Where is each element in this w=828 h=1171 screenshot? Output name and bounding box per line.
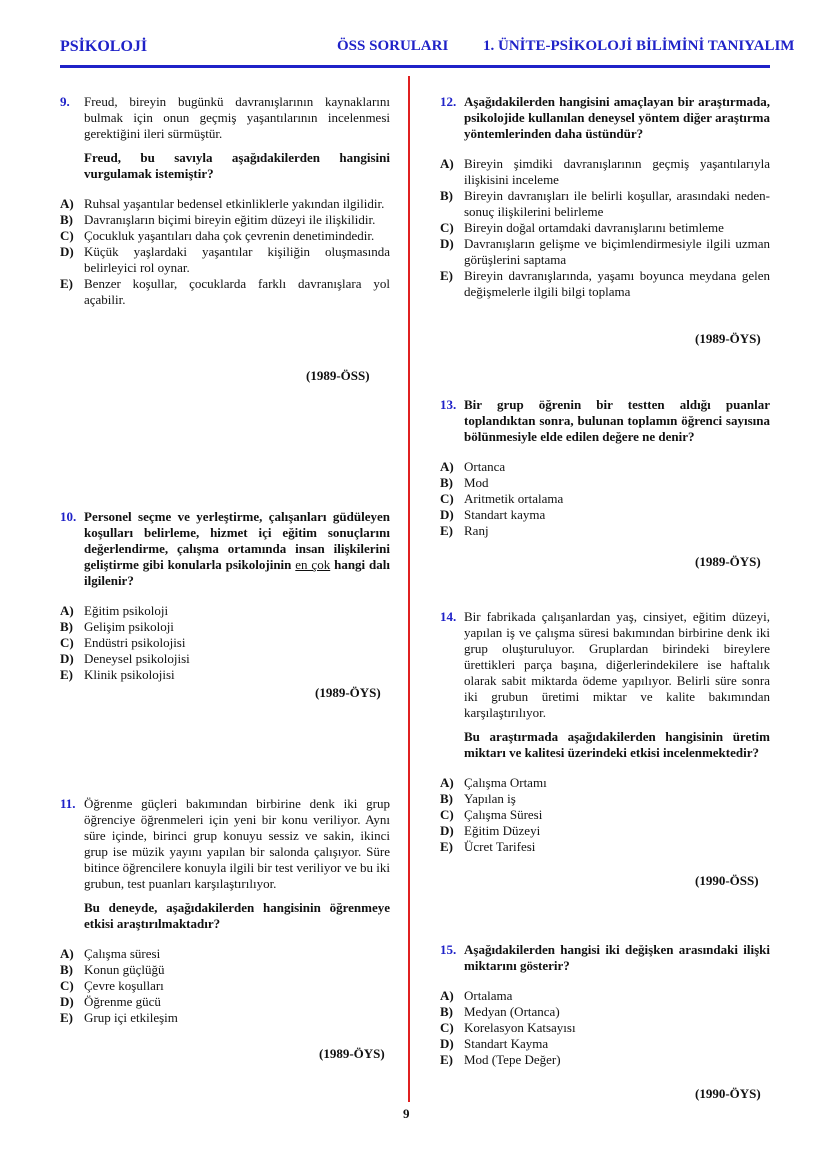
option-text: Çalışma süresi xyxy=(84,946,161,961)
option-letter: D) xyxy=(60,651,74,666)
option-letter: D) xyxy=(440,507,454,522)
question-number: 9. xyxy=(60,94,70,109)
option-letter: D) xyxy=(440,1036,454,1051)
option-d[interactable] xyxy=(440,823,770,839)
question-text: Bir fabrikada çalışanlardan yaş, cinsiyet, eğitim düzeyi, yapılan iş ve çalışma süresi bakımından birbirine denk iki grup oluşturuluyor. Gruplardan birindeki bireylere ürettikleri parça başına, diğerlerindekilere ise haftalık olarak sabit miktarda ödeme yapılıyor. Belirli süre sonra iki grubun üretimi miktar ve kalite bakımından karşılaştırılıyor. xyxy=(464,609,770,720)
section-title: ÖSS SORULARI xyxy=(337,38,449,54)
option-letter: E) xyxy=(440,839,453,854)
option-text: Klinik psikolojisi xyxy=(84,667,175,682)
column-divider xyxy=(408,76,410,1102)
option-a[interactable] xyxy=(60,946,390,962)
option-text: Ücret Tarifesi xyxy=(464,839,536,854)
option-text: Davranışların biçimi bireyin eğitim düzeyi ile ilişkilidir. xyxy=(84,212,376,227)
option-letter: C) xyxy=(60,228,74,243)
option-text: Aritmetik ortalama xyxy=(464,491,564,506)
option-letter: E) xyxy=(440,268,453,283)
option-letter: E) xyxy=(60,276,73,291)
option-b[interactable] xyxy=(60,212,390,228)
option-text: Ortanca xyxy=(464,459,506,474)
option-e[interactable] xyxy=(60,1010,390,1026)
option-text: Mod (Tepe Değer) xyxy=(464,1052,561,1067)
option-text: Eğitim psikoloji xyxy=(84,603,169,618)
question-13 xyxy=(440,397,770,539)
option-text: Davranışların gelişme ve biçimlendirmesiyle ilgili uzman görüşlerini saptama xyxy=(464,236,770,267)
option-text: Standart kayma xyxy=(464,507,546,522)
question-stem: Freud, bu savıyla aşağıdakilerden hangisini vurgulamak istemiştir? xyxy=(84,150,390,181)
question-9 xyxy=(60,94,390,308)
option-letter: B) xyxy=(440,791,453,806)
option-d[interactable] xyxy=(440,1036,770,1052)
question-number: 15. xyxy=(440,942,457,957)
option-text: Medyan (Ortanca) xyxy=(464,1004,560,1019)
option-letter: D) xyxy=(440,236,454,251)
question-10 xyxy=(60,509,390,683)
option-text: Öğrenme gücü xyxy=(84,994,161,1009)
option-letter: C) xyxy=(440,491,454,506)
subject-title: PSİKOLOJİ xyxy=(60,38,148,55)
option-e[interactable] xyxy=(440,839,770,855)
option-text: Bireyin davranışları ile belirli koşullar, arasındaki neden-sonuç ilişkilerini belirleme xyxy=(464,188,770,219)
option-c[interactable] xyxy=(440,807,770,823)
option-d[interactable] xyxy=(60,994,390,1010)
option-letter: A) xyxy=(440,459,454,474)
question-source: (1989-ÖSS) xyxy=(306,368,370,383)
option-e[interactable] xyxy=(440,523,770,539)
option-letter: B) xyxy=(440,188,453,203)
question-number: 14. xyxy=(440,609,457,624)
option-letter: B) xyxy=(60,619,73,634)
option-a[interactable] xyxy=(440,459,770,475)
option-text: Yapılan iş xyxy=(464,791,516,806)
question-text: Öğrenme güçleri bakımından birbirine denk iki grup öğrenciye öğrenmeleri için yeni bir konu veriliyor. Aynı süre içinde, birinci grup konuyu sessiz ve sakin, ikinci grup ise müzik yayını yapılan bir salonda çalışıyor. Süre bitince öğrencilere konuyla ilgili bir test veriliyor ve bu iki grubun, test puanları karşılaştırılıyor. xyxy=(84,796,390,891)
question-number: 10. xyxy=(60,509,77,524)
option-text: Bireyin şimdiki davranışlarının geçmiş yaşantılarıyla ilişkisini inceleme xyxy=(464,156,770,187)
option-text: Bireyin davranışlarında, yaşamı boyunca meydana gelen değişmelerle ilgili bilgi toplama xyxy=(464,268,770,299)
option-letter: A) xyxy=(440,775,454,790)
question-text: Freud, bireyin bugünkü davranışlarının kaynaklarını bulmak için onun geçmiş yaşantılarının incelenmesi gerektiğini ileri sürmüştür. xyxy=(84,94,390,141)
question-source: (1989-ÖYS) xyxy=(319,1046,385,1061)
option-e[interactable] xyxy=(440,1052,770,1068)
question-stem: Bu araştırmada aşağıdakilerden hangisinin üretim miktarı ve kalitesi üzerindeki etkisi incelenmektedir? xyxy=(464,729,770,760)
option-text: Ortalama xyxy=(464,988,513,1003)
option-b[interactable] xyxy=(440,791,770,807)
option-letter: D) xyxy=(60,994,74,1009)
question-stem xyxy=(84,509,390,589)
option-text: Benzer koşullar, çocuklarda farklı davranışlara yol açabilir. xyxy=(84,276,390,307)
question-stem: Aşağıdakilerden hangisi iki değişken arasındaki ilişki miktarını gösterir? xyxy=(464,942,770,973)
question-source: (1990-ÖSS) xyxy=(695,873,759,888)
option-text: Endüstri psikolojisi xyxy=(84,635,186,650)
option-letter: A) xyxy=(60,946,74,961)
option-c[interactable] xyxy=(60,228,390,244)
option-text: Küçük yaşlardaki yaşantılar kişiliğin oluşmasında belirleyici rol oynar. xyxy=(84,244,390,275)
option-text: Çevre koşulları xyxy=(84,978,164,993)
option-letter: B) xyxy=(440,475,453,490)
stem-part: hangi dalı ilgilenir? xyxy=(84,557,390,588)
option-c[interactable] xyxy=(60,635,390,651)
option-letter: B) xyxy=(60,962,73,977)
option-b[interactable] xyxy=(60,619,390,635)
question-stem: Bir grup öğrenin bir testten aldığı puanlar toplandıktan sonra, bulunan toplamın öğrenci sayısına bölünmesiyle elde edilen değere ne denir? xyxy=(464,397,770,444)
option-e[interactable] xyxy=(440,268,770,300)
option-text: Gelişim psikoloji xyxy=(84,619,174,634)
stem-emphasis: en çok xyxy=(295,557,331,572)
option-a[interactable] xyxy=(440,988,770,1004)
page-number: 9 xyxy=(403,1106,410,1121)
option-text: Grup içi etkileşim xyxy=(84,1010,178,1025)
option-letter: A) xyxy=(60,603,74,618)
option-c[interactable] xyxy=(440,220,770,236)
option-c[interactable] xyxy=(60,978,390,994)
option-text: Mod xyxy=(464,475,489,490)
option-letter: A) xyxy=(60,196,74,211)
question-stem: Bu deneyde, aşağıdakilerden hangisinin öğrenmeye etkisi araştırılmaktadır? xyxy=(84,900,390,931)
question-11 xyxy=(60,796,390,1026)
option-letter: E) xyxy=(440,523,453,538)
question-12 xyxy=(440,94,770,300)
question-number: 11. xyxy=(60,796,76,811)
option-text: Ranj xyxy=(464,523,489,538)
option-a[interactable] xyxy=(60,196,390,212)
option-letter: C) xyxy=(440,807,454,822)
question-number: 12. xyxy=(440,94,457,109)
question-number: 13. xyxy=(440,397,457,412)
option-letter: E) xyxy=(60,1010,73,1025)
question-15 xyxy=(440,942,770,1068)
option-d[interactable] xyxy=(440,507,770,523)
question-source: (1989-ÖYS) xyxy=(695,331,761,346)
option-b[interactable] xyxy=(440,475,770,491)
option-e[interactable] xyxy=(60,276,390,308)
option-a[interactable] xyxy=(60,603,390,619)
option-letter: D) xyxy=(60,244,74,259)
option-letter: C) xyxy=(440,220,454,235)
question-14 xyxy=(440,609,770,855)
option-letter: E) xyxy=(440,1052,453,1067)
option-text: Deneysel psikolojisi xyxy=(84,651,190,666)
option-letter: B) xyxy=(60,212,73,227)
option-text: Standart Kayma xyxy=(464,1036,549,1051)
option-letter: E) xyxy=(60,667,73,682)
question-source: (1990-ÖYS) xyxy=(695,1086,761,1101)
option-text: Eğitim Düzeyi xyxy=(464,823,541,838)
header-divider xyxy=(60,65,770,68)
option-text: Çalışma Ortamı xyxy=(464,775,547,790)
option-letter: A) xyxy=(440,156,454,171)
option-b[interactable] xyxy=(60,962,390,978)
option-d[interactable] xyxy=(60,651,390,667)
option-text: Ruhsal yaşantılar bedensel etkinliklerle yakından ilgilidir. xyxy=(84,196,385,211)
option-text: Bireyin doğal ortamdaki davranışlarını betimleme xyxy=(464,220,724,235)
option-text: Korelasyon Katsayısı xyxy=(464,1020,576,1035)
option-letter: C) xyxy=(440,1020,454,1035)
option-e[interactable] xyxy=(60,667,390,683)
question-source: (1989-ÖYS) xyxy=(315,685,381,700)
option-letter: C) xyxy=(60,635,74,650)
option-letter: B) xyxy=(440,1004,453,1019)
option-text: Çocukluk yaşantıları daha çok çevrenin denetimindedir. xyxy=(84,228,375,243)
option-c[interactable] xyxy=(440,491,770,507)
option-text: Çalışma Süresi xyxy=(464,807,543,822)
question-stem: Aşağıdakilerden hangisini amaçlayan bir araştırmada, psikolojide kullanılan deneysel yöntem diğer araştırma yöntemlerinden daha üstündür? xyxy=(464,94,770,141)
option-letter: D) xyxy=(440,823,454,838)
option-text: Konun güçlüğü xyxy=(84,962,165,977)
option-d[interactable] xyxy=(440,236,770,268)
option-a[interactable] xyxy=(440,775,770,791)
option-a[interactable] xyxy=(440,156,770,188)
option-b[interactable] xyxy=(440,188,770,220)
option-letter: A) xyxy=(440,988,454,1003)
option-d[interactable] xyxy=(60,244,390,276)
stem-part: Personel seçme ve yerleştirme, çalışanları güdüleyen koşulları belirleme, hizmet içi eğitim sonuçlarını değerlendirme, çalışma ortamında insan ilişkilerini geliştirme gibi konularla psikolojinin xyxy=(84,509,390,572)
option-b[interactable] xyxy=(440,1004,770,1020)
unit-title: 1. ÜNİTE-PSİKOLOJİ BİLİMİNİ TANIYALIM xyxy=(483,38,795,54)
option-letter: C) xyxy=(60,978,74,993)
question-source: (1989-ÖYS) xyxy=(695,554,761,569)
option-c[interactable] xyxy=(440,1020,770,1036)
